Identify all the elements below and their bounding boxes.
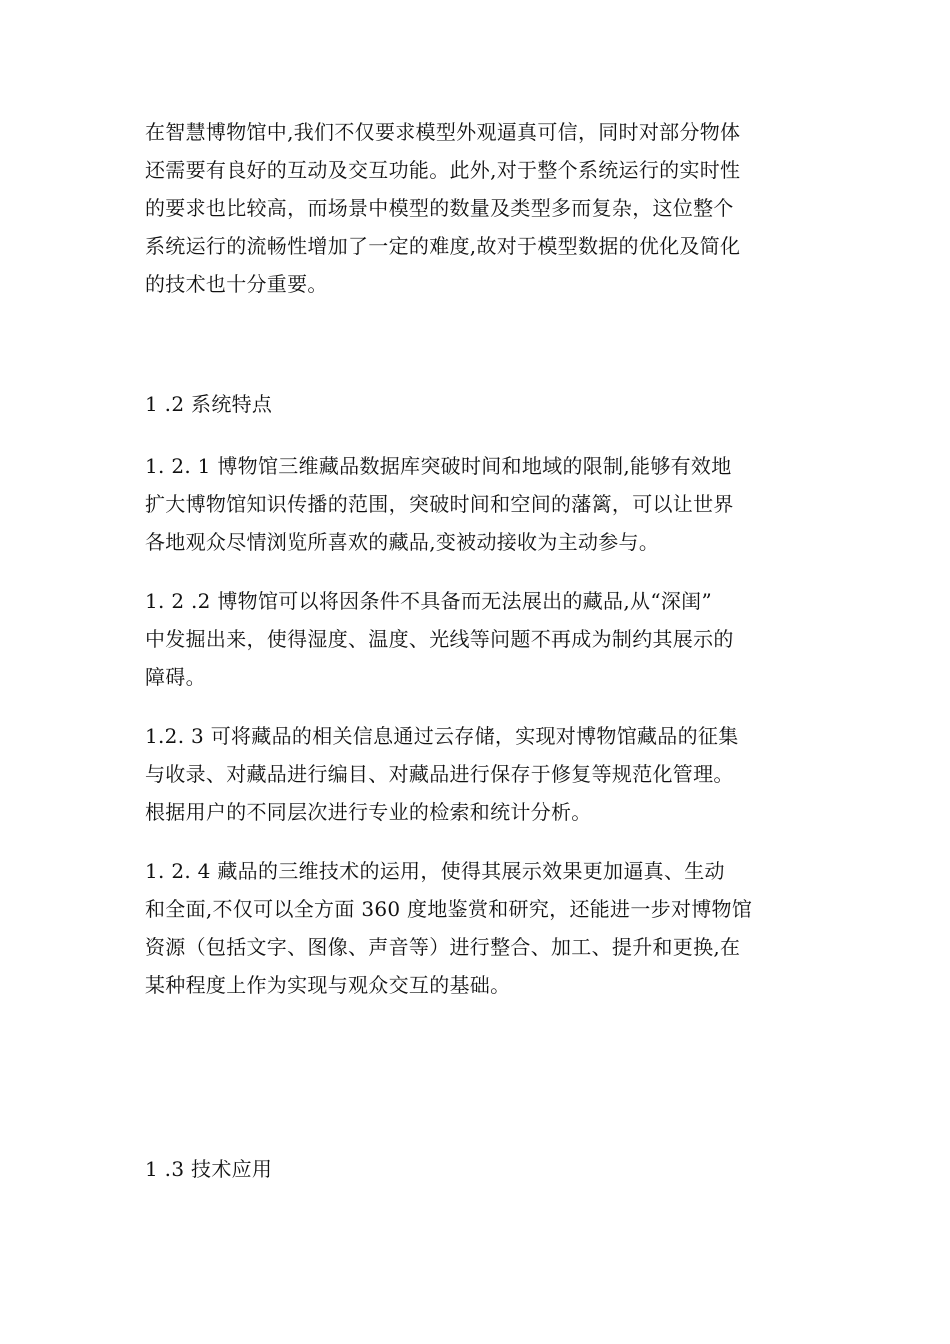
- text-line: 1. 2 .2 博物馆可以将因条件不具备而无法展出的藏品,从“深闺”: [145, 589, 712, 613]
- text-line: 和全面,不仅可以全方面 360 度地鉴赏和研究，还能进一步对博物馆: [145, 897, 753, 921]
- text-line: 的要求也比较高，而场景中模型的数量及类型多而复杂，这位整个: [145, 196, 734, 220]
- text-line: 障碍。: [145, 665, 206, 689]
- text-line: 系统运行的流畅性增加了一定的难度,故对于模型数据的优化及简化: [145, 234, 741, 258]
- text-line: 中发掘出来，使得湿度、温度、光线等问题不再成为制约其展示的: [145, 627, 734, 651]
- text-line: 资源（包括文字、图像、声音等）进行整合、加工、提升和更换,在: [145, 935, 741, 959]
- text-line: 还需要有良好的互动及交互功能。此外,对于整个系统运行的实时性: [145, 158, 741, 182]
- section-heading-1-2: 1 .2 系统特点: [145, 392, 273, 416]
- text-line: 某种程度上作为实现与观众交互的基础。: [145, 973, 511, 997]
- paragraph-1-2-3: [145, 717, 810, 831]
- paragraph-1-2-1: [145, 447, 810, 561]
- text-line: 扩大博物馆知识传播的范围，突破时间和空间的藩篱，可以让世界: [145, 492, 734, 516]
- paragraph-1-2-2: [145, 582, 810, 696]
- section-heading-1-3: 1 .3 技术应用: [145, 1157, 273, 1181]
- text-line: 1. 2. 1 博物馆三维藏品数据库突破时间和地域的限制,能够有效地: [145, 454, 732, 478]
- text-line: 的技术也十分重要。: [145, 272, 328, 296]
- text-line: 各地观众尽情浏览所喜欢的藏品,变被动接收为主动参与。: [145, 530, 660, 554]
- text-line: 与收录、对藏品进行编目、对藏品进行保存于修复等规范化管理。: [145, 762, 734, 786]
- text-line: 1.2. 3 可将藏品的相关信息通过云存储，实现对博物馆藏品的征集: [145, 724, 739, 748]
- text-line: 1. 2. 4 藏品的三维技术的运用，使得其展示效果更加逼真、生动: [145, 859, 725, 883]
- text-line: 根据用户的不同层次进行专业的检索和统计分析。: [145, 800, 592, 824]
- intro-paragraph: [145, 113, 810, 303]
- paragraph-1-2-4: [145, 852, 810, 1004]
- text-line: 在智慧博物馆中,我们不仅要求模型外观逼真可信，同时对部分物体: [145, 120, 741, 144]
